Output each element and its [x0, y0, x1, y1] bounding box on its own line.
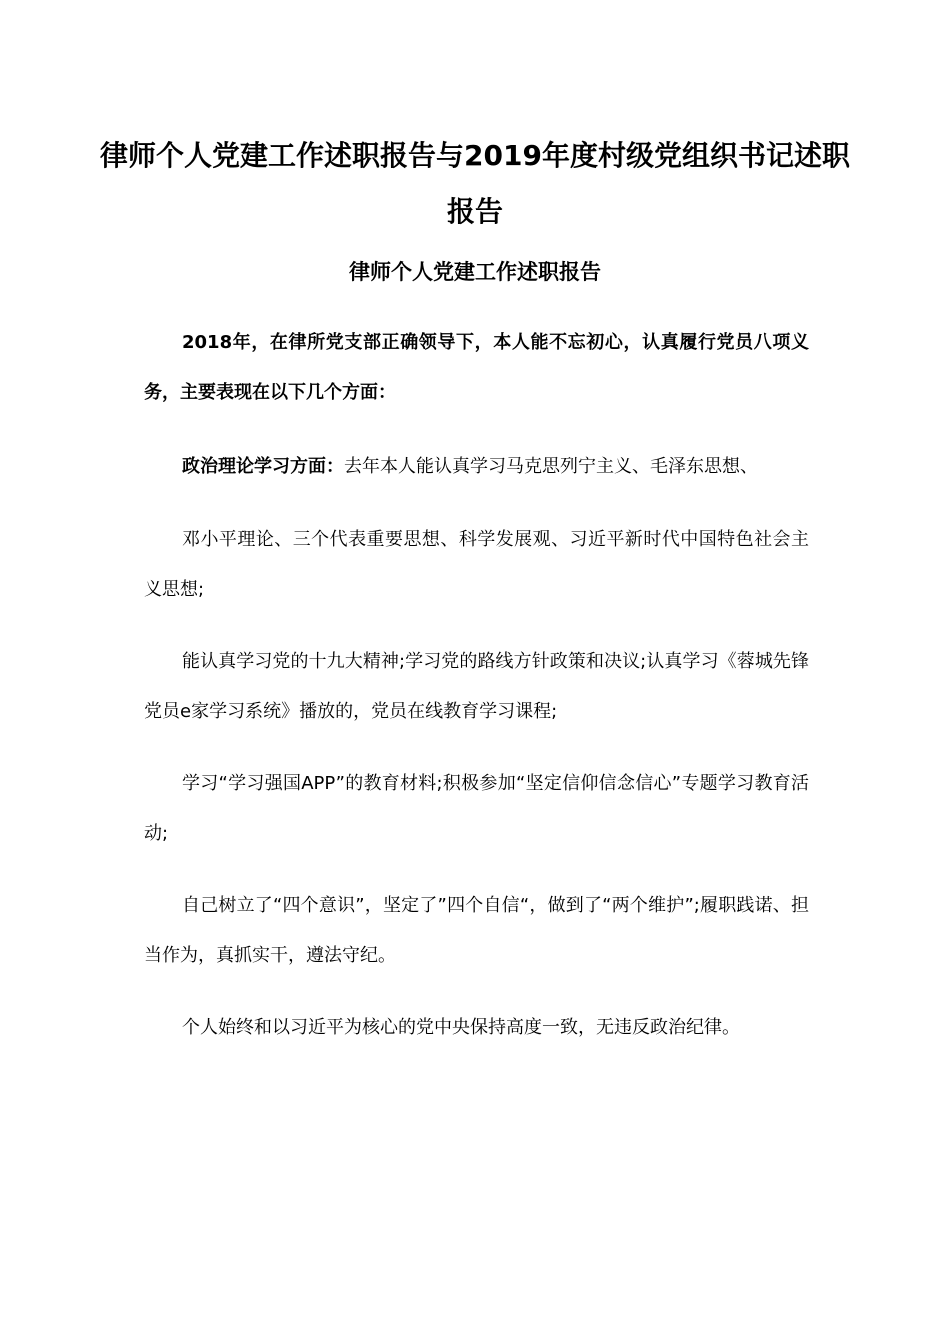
document-title: 律师个人党建工作述职报告与2019年度村级党组织书记述职报告 [100, 139, 850, 228]
paragraph-political-study [144, 442, 809, 492]
paragraph-text: 个人始终和以习近平为核心的党中央保持高度一致，无违反政治纪律。 [182, 1017, 740, 1038]
paragraph-discipline [144, 1003, 809, 1053]
paragraph-awareness [144, 881, 809, 981]
paragraph-lead: 政治理论学习方面： [182, 456, 344, 477]
paragraph-text: 学习“学习强国APP”的教育材料;积极参加“坚定信仰信念信心”专题学习教育活动; [144, 773, 809, 844]
paragraph-text: 自己树立了“四个意识”，坚定了”四个自信“，做到了“两个维护”;履职践诺、担当作为，真抓实干，遵法守纪。 [144, 895, 809, 966]
paragraph-app-study [144, 759, 809, 859]
paragraph-theory [144, 515, 809, 615]
paragraph-congress-study [144, 637, 809, 737]
paragraph-text: 能认真学习党的十九大精神;学习党的路线方针政策和决议;认真学习《蓉城先锋党员e家学习系统》播放的，党员在线教育学习课程; [144, 651, 809, 722]
paragraph-text: 2018年，在律所党支部正确领导下，本人能不忘初心，认真履行党员八项义务，主要表现在以下几个方面： [144, 332, 809, 403]
paragraph-intro [144, 318, 809, 418]
paragraph-text: 邓小平理论、三个代表重要思想、科学发展观、习近平新时代中国特色社会主义思想; [144, 529, 809, 600]
paragraph-text: 去年本人能认真学习马克思列宁主义、毛泽东思想、 [344, 456, 758, 477]
section-title: 律师个人党建工作述职报告 [349, 260, 601, 284]
